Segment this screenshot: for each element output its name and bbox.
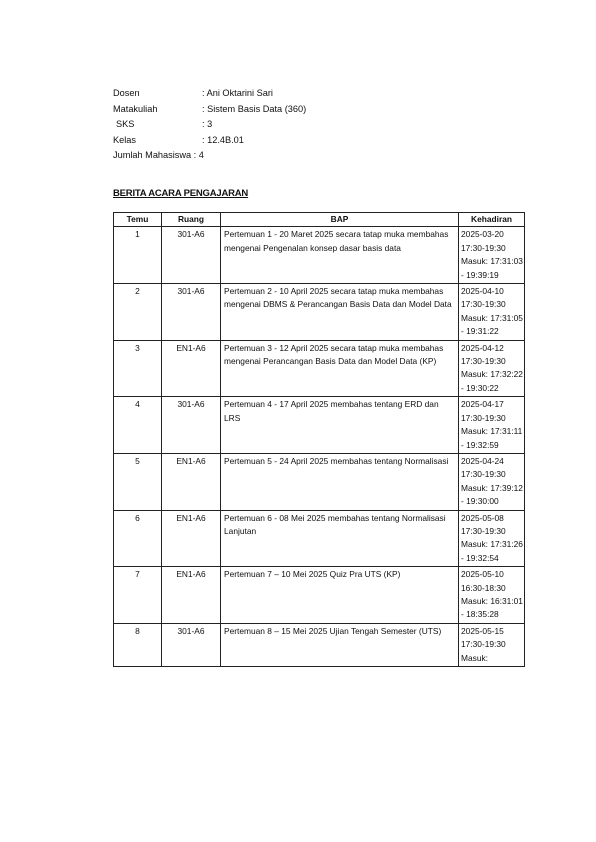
jumlah-mahasiswa: Jumlah Mahasiswa : 4 xyxy=(113,150,204,160)
cell-bap: Pertemuan 7 – 10 Mei 2025 Quiz Pra UTS (KP) xyxy=(221,567,459,624)
table-row xyxy=(114,340,525,397)
cell-temu: 4 xyxy=(114,397,162,454)
cell-bap: Pertemuan 4 - 17 April 2025 membahas tentang ERD dan LRS xyxy=(221,397,459,454)
dosen-label: Dosen xyxy=(113,88,140,98)
cell-bap: Pertemuan 3 - 12 April 2025 secara tatap muka membahas mengenai Perancangan Basis Data dan Model Data (KP) xyxy=(221,340,459,397)
cell-ruang: 301-A6 xyxy=(162,227,221,284)
section-title: BERITA ACARA PENGAJARAN xyxy=(113,188,249,199)
sks-label: SKS xyxy=(116,119,135,129)
cell-ruang: 301-A6 xyxy=(162,284,221,341)
cell-bap: Pertemuan 6 - 08 Mei 2025 membahas tentang Normalisasi Lanjutan xyxy=(221,510,459,567)
table-row xyxy=(114,567,525,624)
cell-bap: Pertemuan 5 - 24 April 2025 membahas tentang Normalisasi xyxy=(221,453,459,510)
table-row xyxy=(114,227,525,284)
header-ruang: Ruang xyxy=(162,213,221,227)
table-row xyxy=(114,623,525,666)
cell-kehadiran: 2025-04-17 17:30-19:30 Masuk: 17:31:11 - 19:32:59 xyxy=(459,397,525,454)
cell-bap: Pertemuan 1 - 20 Maret 2025 secara tatap muka membahas mengenai Pengenalan konsep dasar basis data xyxy=(221,227,459,284)
table-row xyxy=(114,453,525,510)
matakuliah-row xyxy=(113,102,306,118)
cell-bap: Pertemuan 2 - 10 April 2025 secara tatap muka membahas mengenai DBMS & Perancangan Basis Data dan Model Data xyxy=(221,284,459,341)
course-info xyxy=(113,86,306,164)
cell-kehadiran: 2025-04-10 17:30-19:30 Masuk: 17:31:05 - 19:31:22 xyxy=(459,284,525,341)
header-kehadiran: Kehadiran xyxy=(459,213,525,227)
matakuliah-value: : Sistem Basis Data (360) xyxy=(202,103,307,114)
cell-ruang: EN1-A6 xyxy=(162,453,221,510)
cell-ruang: EN1-A6 xyxy=(162,567,221,624)
kelas-value: : 12.4B.01 xyxy=(202,134,244,145)
cell-kehadiran: 2025-05-10 16:30-18:30 Masuk: 16:31:01 - 18:35:28 xyxy=(459,567,525,624)
cell-temu: 2 xyxy=(114,284,162,341)
cell-temu: 6 xyxy=(114,510,162,567)
cell-ruang: EN1-A6 xyxy=(162,510,221,567)
sks-row xyxy=(113,117,306,133)
cell-temu: 7 xyxy=(114,567,162,624)
header-bap: BAP xyxy=(221,213,459,227)
cell-ruang: 301-A6 xyxy=(162,397,221,454)
kelas-label: Kelas xyxy=(113,134,136,145)
cell-temu: 5 xyxy=(114,453,162,510)
cell-kehadiran: 2025-04-12 17:30-19:30 Masuk: 17:32:22 - 19:30:22 xyxy=(459,340,525,397)
bap-table xyxy=(113,212,525,667)
cell-ruang: EN1-A6 xyxy=(162,340,221,397)
table-row xyxy=(114,284,525,341)
cell-temu: 3 xyxy=(114,340,162,397)
cell-kehadiran: 2025-05-08 17:30-19:30 Masuk: 17:31:26 - 19:32:54 xyxy=(459,510,525,567)
matakuliah-label: Matakuliah xyxy=(113,103,158,114)
cell-bap: Pertemuan 8 – 15 Mei 2025 Ujian Tengah Semester (UTS) xyxy=(221,623,459,666)
cell-ruang: 301-A6 xyxy=(162,623,221,666)
cell-temu: 8 xyxy=(114,623,162,666)
kelas-row xyxy=(113,133,306,149)
dosen-value: : Ani Oktarini Sari xyxy=(202,88,273,98)
table-header-row xyxy=(114,213,525,227)
table-row xyxy=(114,397,525,454)
header-temu: Temu xyxy=(114,213,162,227)
cell-kehadiran: 2025-05-15 17:30-19:30 Masuk: xyxy=(459,623,525,666)
table-row xyxy=(114,510,525,567)
cell-kehadiran: 2025-04-24 17:30-19:30 Masuk: 17:39:12 - 19:30:00 xyxy=(459,453,525,510)
cell-kehadiran: 2025-03-20 17:30-19:30 Masuk: 17:31:03 - 19:39:19 xyxy=(459,227,525,284)
sks-value: : 3 xyxy=(202,119,213,129)
dosen-row xyxy=(113,86,306,102)
cell-temu: 1 xyxy=(114,227,162,284)
